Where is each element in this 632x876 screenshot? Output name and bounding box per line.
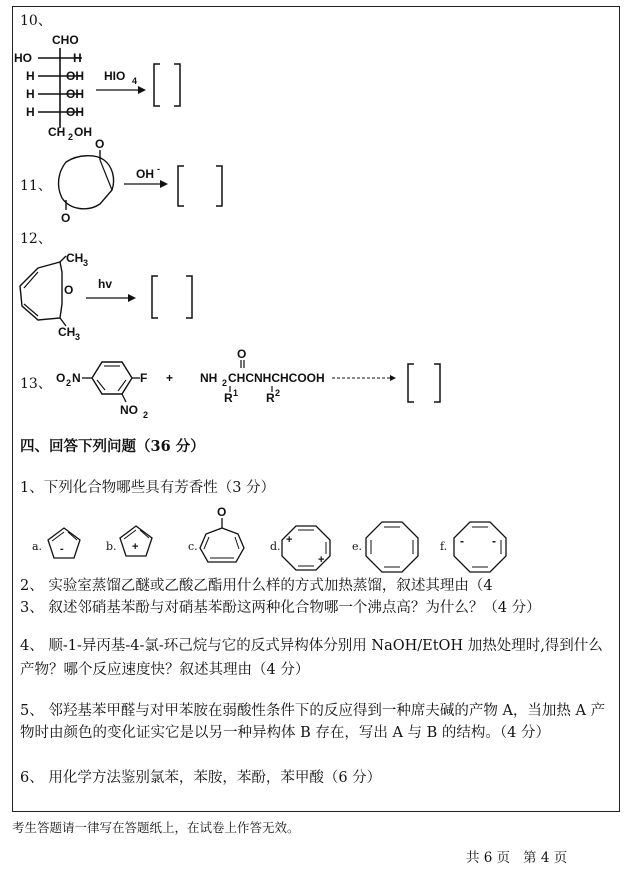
fluoro-label: F <box>140 371 148 385</box>
svg-text:-: - <box>460 534 464 548</box>
nitro-label: NO <box>120 403 138 417</box>
question-4: 4、 顺-1-异丙基-4-氯-环己烷与它的反式异构体分别用 NaOH/EtOH 加热处理时,得到什么产物？哪个反应速度快？叙述其理由（4 分） <box>20 638 603 678</box>
svg-text:3: 3 <box>75 332 81 342</box>
fischer-c3-h: H <box>26 69 35 83</box>
svg-text:+: + <box>132 541 139 553</box>
methyl-bottom: CH <box>58 325 76 339</box>
option-e-label: e. <box>352 540 363 553</box>
svg-text:+: + <box>286 534 293 546</box>
o2n-label: O <box>56 371 66 385</box>
question-1: 1、下列化合物哪些具有芳香性（3 分） <box>20 480 276 496</box>
svg-text:2: 2 <box>222 378 228 388</box>
fischer-c5-h: H <box>26 105 35 119</box>
svg-text:+: + <box>318 554 325 566</box>
svg-text:-: - <box>492 534 496 548</box>
r1-label: R <box>224 391 233 405</box>
reaction-12-number: 12、 <box>20 231 52 247</box>
question-5: 5、 邻羟基苯甲醛与对甲苯胺在弱酸性条件下的反应得到一种席夫碱的产物 A，当加热 A 产物时由颜色的变化证实它是以另一种异构体 B 存在，写出 A 与 B 的结构。（4 分） <box>20 703 606 741</box>
fischer-c3-oh: OH <box>66 69 84 83</box>
footer-note: 考生答题请一律写在答题纸上，在试卷上作答无效。 <box>12 820 300 835</box>
reaction-11-number: 11、 <box>20 178 52 194</box>
page-number: 共 6 页 第 4 页 <box>466 850 568 866</box>
carbonyl-oxygen: O <box>237 347 247 361</box>
question-6: 6、 用化学方法鉴别氯苯，苯胺，苯酚，苯甲酸（6 分） <box>20 770 382 786</box>
svg-text:O: O <box>217 505 227 519</box>
fischer-c4-oh: OH <box>66 87 84 101</box>
svg-text:2: 2 <box>66 378 72 388</box>
svg-text:2: 2 <box>275 388 281 398</box>
svg-text:N: N <box>72 371 81 385</box>
fischer-cho-label: CHO <box>52 33 79 47</box>
fischer-c2-h: H <box>73 51 82 65</box>
svg-text:2: 2 <box>143 410 149 420</box>
fischer-c5-oh: OH <box>66 105 84 119</box>
ketone-o-top: O <box>95 137 105 151</box>
svg-text:-: - <box>157 164 160 174</box>
fischer-ch2-label: CH <box>48 125 66 139</box>
reagent-hio4: HIO <box>104 69 126 83</box>
option-f-label: f. <box>440 540 448 553</box>
r2-label: R <box>266 391 275 405</box>
reagent-hv: hv <box>98 277 113 291</box>
oxocin-oxygen: O <box>64 283 74 297</box>
option-a-label: a. <box>32 540 43 553</box>
option-b-label: b. <box>106 540 117 553</box>
question-2: 2、 实验室蒸馏乙醚或乙酸乙酯用什么样的方式加热蒸馏，叙述其理由（4 <box>20 578 493 594</box>
reagent-hydroxide: OH <box>136 167 154 181</box>
section-title: 四、回答下列问题（36 分） <box>20 438 205 455</box>
reaction-10-number: 10、 <box>20 13 52 29</box>
svg-text:1: 1 <box>233 388 239 398</box>
dipeptide-label: NH <box>200 371 218 385</box>
option-d-label: d. <box>270 540 281 553</box>
svg-text:CHCNHCHCOOH: CHCNHCHCOOH <box>228 371 325 385</box>
svg-text:2: 2 <box>68 132 74 142</box>
svg-text:4: 4 <box>132 76 138 86</box>
fischer-c4-h: H <box>26 87 35 101</box>
svg-text:OH: OH <box>74 125 92 139</box>
methyl-top: CH <box>66 251 84 265</box>
svg-text:-: - <box>60 543 64 555</box>
question-3: 3、 叙述邻硝基苯酚与对硝基苯酚这两种化合物哪一个沸点高？为什么？（4 分） <box>20 600 541 616</box>
fischer-c2-ho: HO <box>14 51 32 65</box>
plus-sign: + <box>166 371 174 385</box>
reaction-13-number: 13、 <box>20 376 52 392</box>
ketone-o-bottom: O <box>61 211 71 225</box>
svg-text:3: 3 <box>83 258 89 268</box>
option-c-label: c. <box>188 540 198 553</box>
